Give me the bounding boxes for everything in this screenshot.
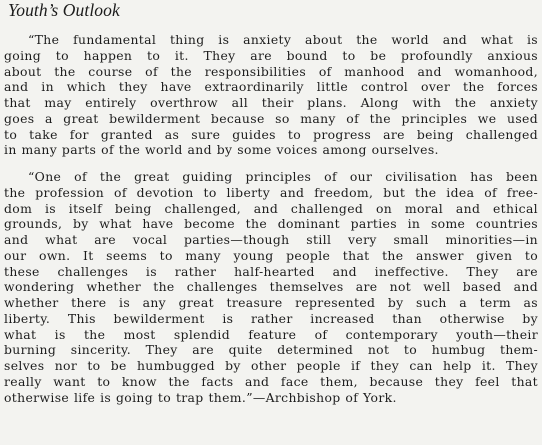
text-line: burning sincerity. They are quite determined not to humbug them- bbox=[4, 342, 538, 358]
text-line: dom is itself being challenged, and challenged on moral and ethical bbox=[4, 200, 538, 216]
text-line: our own. It seems to many young people that the answer given to bbox=[4, 247, 538, 263]
text-line: the profession of devotion to liberty and freedom, but the idea of free- bbox=[4, 184, 538, 200]
text-line: and what are vocal parties—though still very small minorities—in bbox=[4, 232, 538, 247]
text-line: about the course of the responsibilities of manhood and womanhood, bbox=[4, 63, 538, 79]
article-title: Youth’s Outlook bbox=[8, 0, 120, 20]
text-line: whether there is any great treasure represented by such a term as bbox=[4, 295, 538, 310]
text-line: really want to know the facts and face them, because they feel that bbox=[4, 373, 538, 389]
text-line: grounds, by what have become the dominant parties in some countries bbox=[4, 216, 538, 232]
text-line: “The fundamental thing is anxiety about the world and what is bbox=[28, 32, 538, 47]
text-line: these challenges is rather half-hearted and ineffective. They are bbox=[4, 263, 538, 279]
text-line: “One of the great guiding principles of our civilisation has been bbox=[28, 169, 538, 184]
text-line: that may entirely overthrow all their plans. Along with the anxiety bbox=[4, 95, 538, 110]
paragraph-1 bbox=[4, 32, 538, 158]
text-line: selves nor to be humbugged by other people if they can help it. They bbox=[4, 358, 538, 373]
text-line: wondering whether the challenges themselves are not well based and bbox=[4, 279, 538, 295]
text-line: goes a great bewilderment because so many of the principles we used bbox=[4, 110, 538, 126]
text-line: in many parts of the world and by some voices among ourselves. bbox=[4, 142, 439, 158]
paragraph-gap bbox=[4, 158, 538, 169]
text-line: otherwise life is going to trap them.”—Archbishop of York. bbox=[4, 389, 397, 405]
text-line: and in which they have extraordinarily little control over the forces bbox=[4, 79, 538, 95]
paragraph-2 bbox=[4, 169, 538, 405]
text-line: to take for granted as sure guides to progress are being challenged bbox=[4, 126, 538, 142]
text-line: what is the most splendid feature of contemporary youth—their bbox=[4, 326, 538, 342]
text-line: liberty. This bewilderment is rather increased than otherwise by bbox=[4, 310, 538, 326]
text-line: going to happen to it. They are bound to be profoundly anxious bbox=[4, 47, 538, 63]
